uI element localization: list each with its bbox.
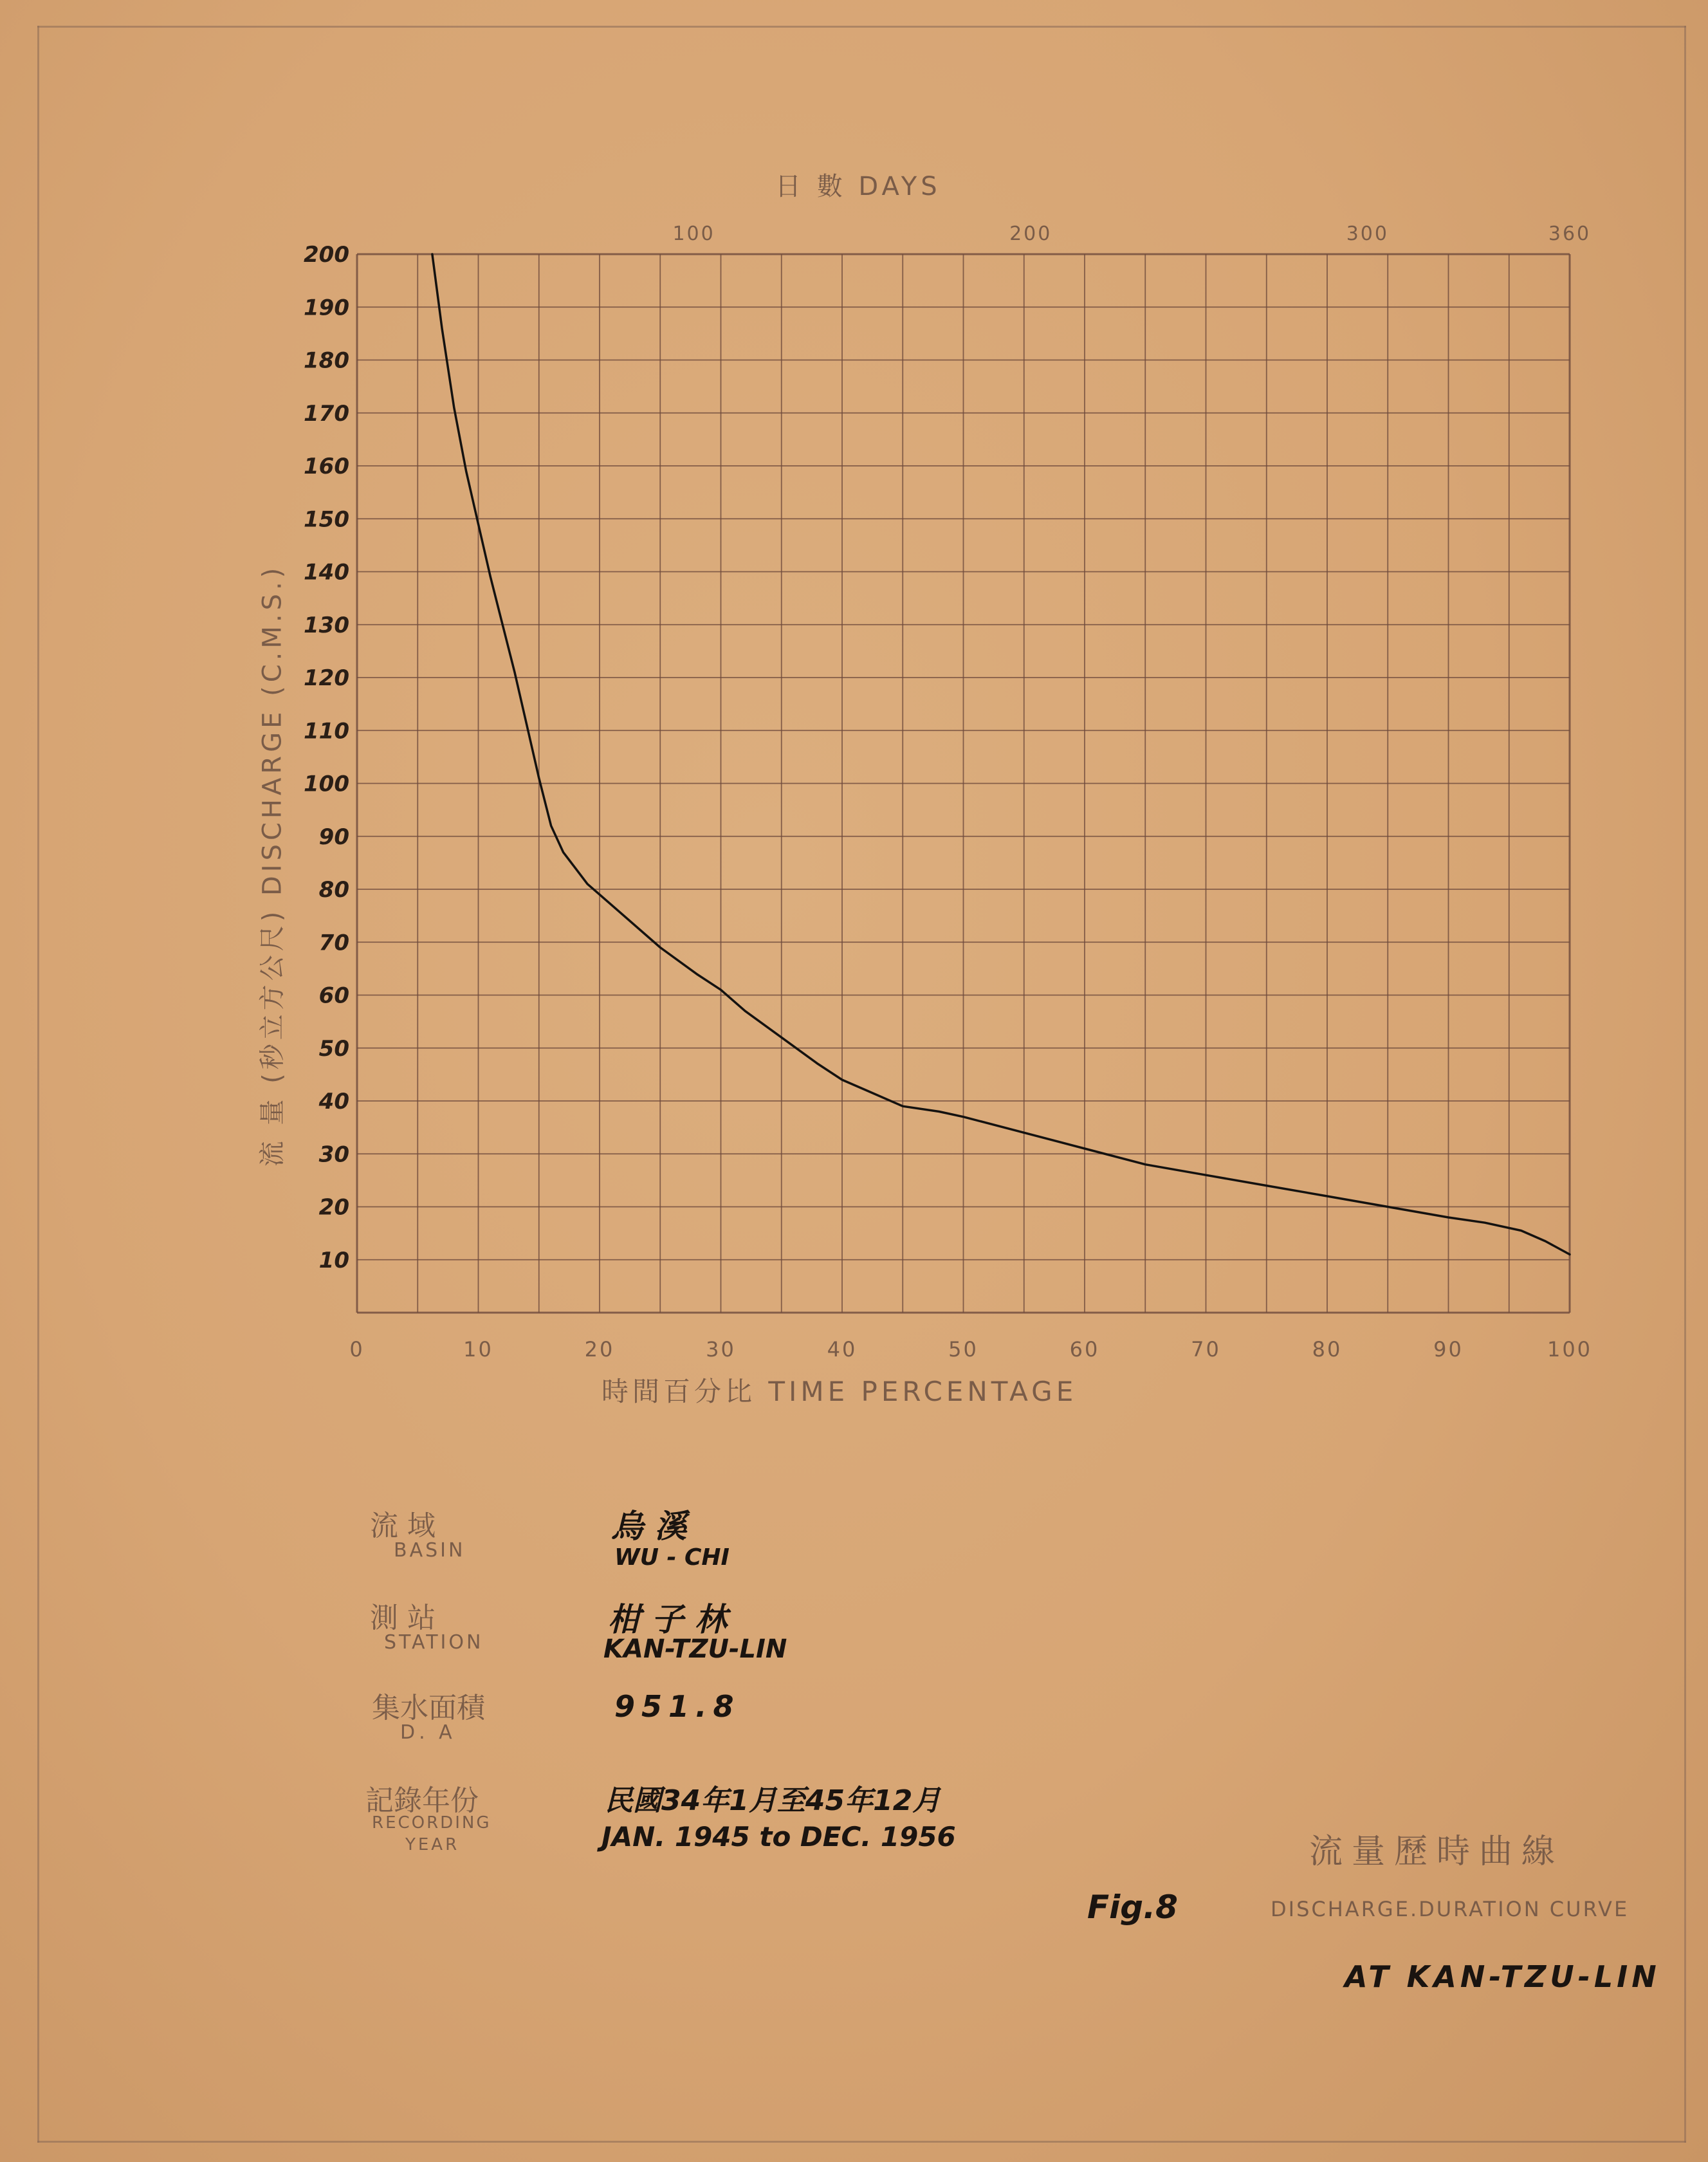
y-tick-label: 20	[318, 1194, 349, 1221]
x-tick-label: 90	[1433, 1337, 1464, 1362]
station-label-en: STATION	[384, 1631, 484, 1654]
chart-subtitle: DISCHARGE.DURATION CURVE	[1271, 1897, 1630, 1921]
y-tick-label: 140	[304, 559, 349, 586]
y-tick-label: 80	[318, 877, 349, 903]
figure-label: Fig.8	[1087, 1889, 1178, 1926]
y-tick-label: 40	[318, 1089, 349, 1114]
days-axis-title: 日 數 DAYS	[775, 172, 941, 201]
x-axis-title: 時間百分比 TIME PERCENTAGE	[601, 1376, 1078, 1407]
basin-label-en: BASIN	[394, 1539, 466, 1562]
x-tick-label: 20	[584, 1337, 615, 1362]
x-tick-labels	[349, 1337, 1592, 1362]
y-tick-label: 190	[304, 295, 349, 321]
y-tick-label: 200	[304, 242, 349, 268]
y-tick-label: 180	[304, 347, 349, 374]
chart-title-cn: 流量歷時曲線	[1309, 1833, 1565, 1871]
year-value-en: JAN. 1945 to DEC. 1956	[601, 1821, 956, 1852]
y-tick-label: 160	[304, 454, 349, 479]
y-tick-label: 90	[318, 824, 349, 850]
year-label-en-2: YEAR	[405, 1835, 460, 1854]
station-value-en: KAN-TZU-LIN	[603, 1634, 787, 1664]
year-value-cn: 民國34年1月至45年12月	[605, 1784, 941, 1817]
x-tick-label: 80	[1312, 1337, 1343, 1362]
da-label-cn: 集水面積	[372, 1692, 485, 1724]
y-tick-label: 60	[318, 983, 349, 1009]
x-tick-label: 30	[706, 1337, 736, 1362]
y-tick-label: 130	[304, 612, 349, 638]
y-tick-label: 150	[304, 506, 349, 533]
chart-grid	[357, 254, 1570, 1313]
days-tick-label: 200	[1009, 223, 1052, 245]
y-tick-label: 110	[304, 718, 349, 744]
basin-value-en: WU - CHI	[614, 1544, 730, 1571]
x-tick-label: 0	[349, 1337, 365, 1362]
days-tick-label: 360	[1548, 223, 1592, 245]
days-tick-label: 100	[672, 223, 715, 245]
station-value-cn: 柑 子 林	[608, 1601, 727, 1638]
x-tick-label: 60	[1069, 1337, 1100, 1362]
y-tick-label: 10	[318, 1247, 349, 1273]
station-label-cn: 測 站	[370, 1602, 436, 1634]
y-tick-label: 120	[304, 665, 349, 691]
series-layer	[432, 254, 1570, 1255]
da-value: 951.8	[614, 1689, 740, 1724]
x-tick-label: 70	[1191, 1337, 1221, 1362]
year-label-en-1: RECORDING	[372, 1813, 491, 1833]
x-tick-label: 50	[948, 1337, 978, 1362]
basin-value-cn: 烏 溪	[611, 1508, 687, 1545]
x-tick-label: 100	[1547, 1337, 1593, 1362]
y-tick-label: 170	[304, 400, 349, 427]
da-label-en: D. A	[400, 1721, 456, 1744]
y-axis-title: 流 量 (秒立方公尺) DISCHARGE (C.M.S.)	[257, 564, 288, 1167]
y-tick-label: 100	[304, 771, 349, 797]
discharge-curve	[432, 254, 1570, 1255]
y-tick-label: 50	[318, 1035, 349, 1062]
days-tick-label: 300	[1346, 223, 1389, 245]
y-tick-label: 70	[318, 930, 349, 956]
y-tick-labels	[304, 242, 349, 1273]
x-tick-label: 40	[827, 1337, 858, 1362]
chart-subtitle-2: AT KAN-TZU-LIN	[1345, 1959, 1660, 1994]
days-tick-labels	[672, 223, 1591, 245]
y-tick-label: 30	[318, 1141, 349, 1168]
year-label-cn: 記錄年份	[365, 1784, 479, 1817]
basin-label-cn: 流 域	[370, 1510, 436, 1542]
x-tick-label: 10	[463, 1337, 493, 1362]
